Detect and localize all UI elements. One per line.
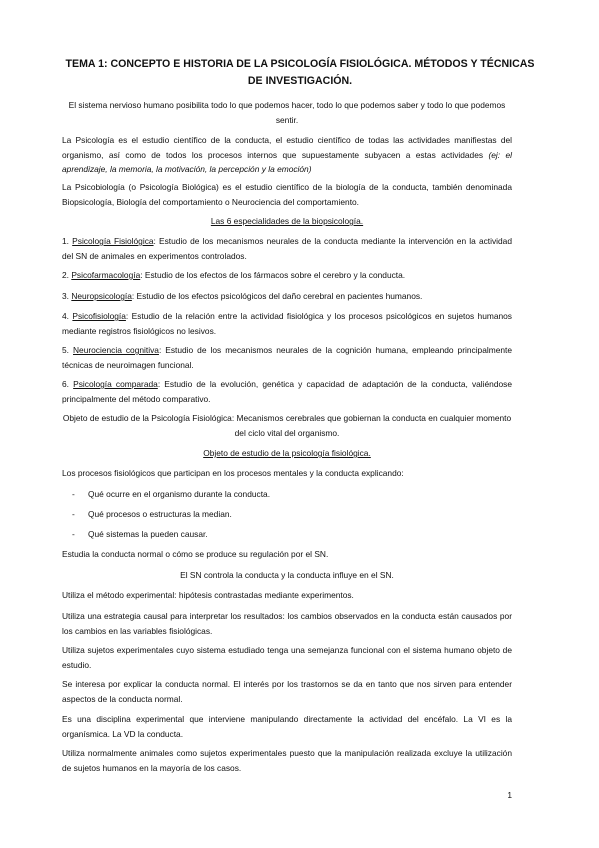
especialidad-name: Psicología Fisiológica (72, 236, 154, 246)
objeto-paragraph: Objeto de estudio de la Psicología Fisiológica: Mecanismos cerebrales que gobiernan la conducta en cualquier momento del ciclo vital del organismo. (62, 413, 512, 438)
especialidad-name: Psicología comparada (73, 379, 158, 389)
psicologia-examples: (ej: el aprendizaje, la memoria, la motivación, la percepción y la emoción) (62, 149, 512, 174)
especialidad-text: : Estudio de los mecanismos neurales de la conducta mediante la intervención en la actividad del SN de animales en experimentos controlados. (62, 236, 513, 261)
list-item-text: Qué procesos o estructuras la median. (88, 509, 232, 519)
especialidad-4 (62, 309, 512, 338)
list-item: - Qué sistemas la pueden causar. (72, 529, 208, 539)
objeto-heading: Objeto de estudio de la psicología fisiológica. (203, 448, 371, 458)
especialidad-num: 4. (62, 311, 69, 321)
especialidad-text: : Estudio de la relación entre la actividad fisiológica y los procesos psicológicos en sujetos humanos mediante registros fisiológicos no lesivos. (62, 311, 512, 336)
especialidad-1 (62, 234, 512, 263)
especialidad-num: 3. (62, 291, 69, 301)
list-item: - Qué procesos o estructuras la median. (72, 509, 232, 519)
list-item: - Qué ocurre en el organismo durante la conducta. (72, 489, 271, 499)
body-paragraph: Utiliza el método experimental: hipótesis contrastadas mediante experimentos. (62, 590, 354, 600)
procesos-intro: Los procesos fisiológicos que participan en los procesos mentales y la conducta explicando: (62, 468, 404, 478)
page-title: TEMA 1: CONCEPTO E HISTORIA DE LA PSICOLOGÍA FISIOLÓGICA. MÉTODOS Y TÉCNICAS DE INVESTIGACIÓN. (65, 58, 535, 87)
especialidad-text: : Estudio de la evolución, genética y capacidad de adaptación de la conducta, valiéndose principalmente del método comparativo. (62, 379, 512, 404)
especialidad-num: 5. (62, 345, 69, 355)
page-number: 1 (507, 790, 512, 800)
especialidad-text: : Estudio de los mecanismos neurales de la cognición humana, empleando principalmente técnicas de neuroimagen funcional. (62, 345, 513, 370)
especialidades-heading: Las 6 especialidades de la biopsicología. (210, 216, 364, 226)
psicologia-paragraph (62, 133, 512, 177)
body-paragraph: Utiliza normalmente animales como sujetos experimentales puesto que la manipulación realizada excluye la utilización de sujetos humanos en la mayoría de los casos. (62, 748, 512, 773)
especialidad-num: 2. (62, 270, 69, 280)
body-paragraph: Es una disciplina experimental que interviene manipulando directamente la actividad del encéfalo. La VI es la organísmica. La VD la conducta. (62, 714, 512, 739)
list-item-text: Qué sistemas la pueden causar. (88, 529, 208, 539)
intro-paragraph: El sistema nervioso humano posibilita todo lo que podemos hacer, todo lo que podemos saber y todo lo que podemos sentir. (68, 100, 506, 125)
especialidad-name: Neuropsicología (71, 291, 132, 301)
especialidad-name: Psicofisiología (72, 311, 126, 321)
especialidad-name: Neurociencia cognitiva (73, 345, 159, 355)
psicobiologia-paragraph: La Psicobiología (o Psicología Biológica) es el estudio científico de la biología de la conducta, también denominada Biopsicología, Biología del comportamiento o Neurociencia del comportamiento. (62, 182, 512, 207)
especialidad-5 (62, 343, 512, 372)
estudia-paragraph: Estudia la conducta normal o cómo se produce su regulación por el SN. (62, 549, 329, 559)
list-item-text: Qué ocurre en el organismo durante la conducta. (88, 489, 271, 499)
especialidad-3 (62, 289, 512, 304)
sn-controla-paragraph: El SN controla la conducta y la conducta influye en el SN. (180, 570, 394, 580)
especialidad-text: : Estudio de los efectos de los fármacos sobre el cerebro y la conducta. (140, 270, 406, 280)
especialidad-6 (62, 377, 512, 406)
especialidad-name: Psicofarmacología (71, 270, 141, 280)
especialidad-num: 1. (62, 236, 69, 246)
psicologia-text: La Psicología es el estudio científico de la conducta, el estudio científico de todas las actividades manifiestas del organismo, así como de todos los procesos internos que supuestamente subyacen a estas actividades (62, 135, 512, 160)
body-paragraph: Utiliza sujetos experimentales cuyo sistema estudiado tenga una semejanza funcional con el sistema humano objeto de estudio. (62, 645, 512, 670)
body-paragraph: Se interesa por explicar la conducta normal. El interés por los trastornos se da en tanto que nos sirven para entender aspectos de la conducta normal. (62, 679, 512, 704)
especialidad-text: : Estudio de los efectos psicológicos del daño cerebral en pacientes humanos. (131, 291, 423, 301)
body-paragraph: Utiliza una estrategia causal para interpretar los resultados: los cambios observados en la conducta están causados por los cambios en las variables fisiológicas. (62, 611, 512, 636)
especialidad-num: 6. (62, 379, 69, 389)
especialidad-2 (62, 268, 512, 283)
